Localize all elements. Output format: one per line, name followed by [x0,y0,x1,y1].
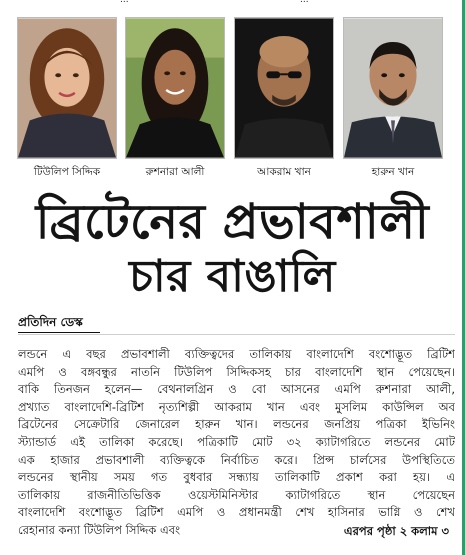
top-fragment-left: ... [120,0,129,5]
byline: প্রতিদিন ডেস্ক [18,315,83,329]
body-line: ব্রিটেনের সেক্রেটারি জেনারেল হারুন খান। লন্ডনের জনপ্রিয় পত্রিকা ইভিনিং [18,417,455,432]
headline-line-1: ব্রিটেনের প্রভাবশালী [35,194,430,250]
article-body [18,346,455,540]
caption-tulip-siddiq: টিউলিপ সিদ্দিক [33,166,101,178]
divider [18,334,455,335]
portrait-man-icon [235,18,333,158]
portrait-woman-icon [126,18,224,158]
top-fragment-right: ... [300,0,309,5]
photo-harun-khan [343,17,443,159]
caption-harun-khan: হারুন খান [371,166,415,178]
body-line: লন্ডনে এ বছর প্রভাবশালী ব্যক্তিত্বদের তালিকায় বাংলাদেশি বংশোদ্ভূত ব্রিটিশ [18,347,455,361]
photo-akram-khan [234,17,334,159]
photo-rushanara-ali [125,17,225,159]
body-line: লন্ডনের স্থানীয় সময় গত বুধবার সন্ধ্যায় তালিকাটি প্রকাশ করা হয়। এ [18,470,455,485]
byline-underline [18,332,100,333]
body-line: প্রখ্যাত বাংলাদেশি-ব্রিটিশ নৃত্যশিল্পী আকরাম খান এবং মুসলিম কাউন্সিল অব [18,399,455,414]
headline-line-2: চার বাঙালি [129,251,336,302]
caption-akram-khan: আকরাম খান [257,166,311,178]
portrait-woman-icon [18,18,116,158]
cropped-previous-text-strip [0,0,465,7]
body-line: রেহানার কন্যা টিউলিপ সিদ্দিক এবং [18,522,181,537]
portrait-man-icon [344,18,442,158]
body-line: এক হাজার প্রভাবশালী ব্যক্তিত্বকে নির্বাচিত করে। প্রিন্স চার্লসের উপস্থিতিতে [18,452,455,467]
body-line: বাকি তিনজন হলেন— বেথনালগ্রিন ও বো আসনের এমপি রুশনারা আলী, [18,382,455,397]
photo-tulip-siddiq [17,17,117,159]
body-line: তালিকায় রাজনীতিভিত্তিক ওয়েস্টমিনিস্টার ক্যাটাগরিতে স্থান পেয়েছেন [18,487,455,502]
body-line: এমপি ও বঙ্গবন্ধুর নাতনি টিউলিপ সিদ্দিকসহ চার বাংলাদেশি স্থান পেয়েছেন। [18,364,455,379]
continuation-note: এরপর পৃষ্ঠা ২ কলাম ৩ [343,524,449,538]
body-line: বাংলাদেশি বংশোদ্ভূত ব্রিটিশ এমপি ও প্রধানমন্ত্রী শেখ হাসিনার ভাগ্নি ও শেখ [18,505,455,520]
body-line: স্ট্যান্ডার্ড এই তালিকা করেছে। পত্রিকাটি মোট ৩২ ক্যাটাগরিতে লন্ডনের মোট [18,434,455,449]
caption-rushanara-ali: রুশনারা আলী [145,166,205,178]
